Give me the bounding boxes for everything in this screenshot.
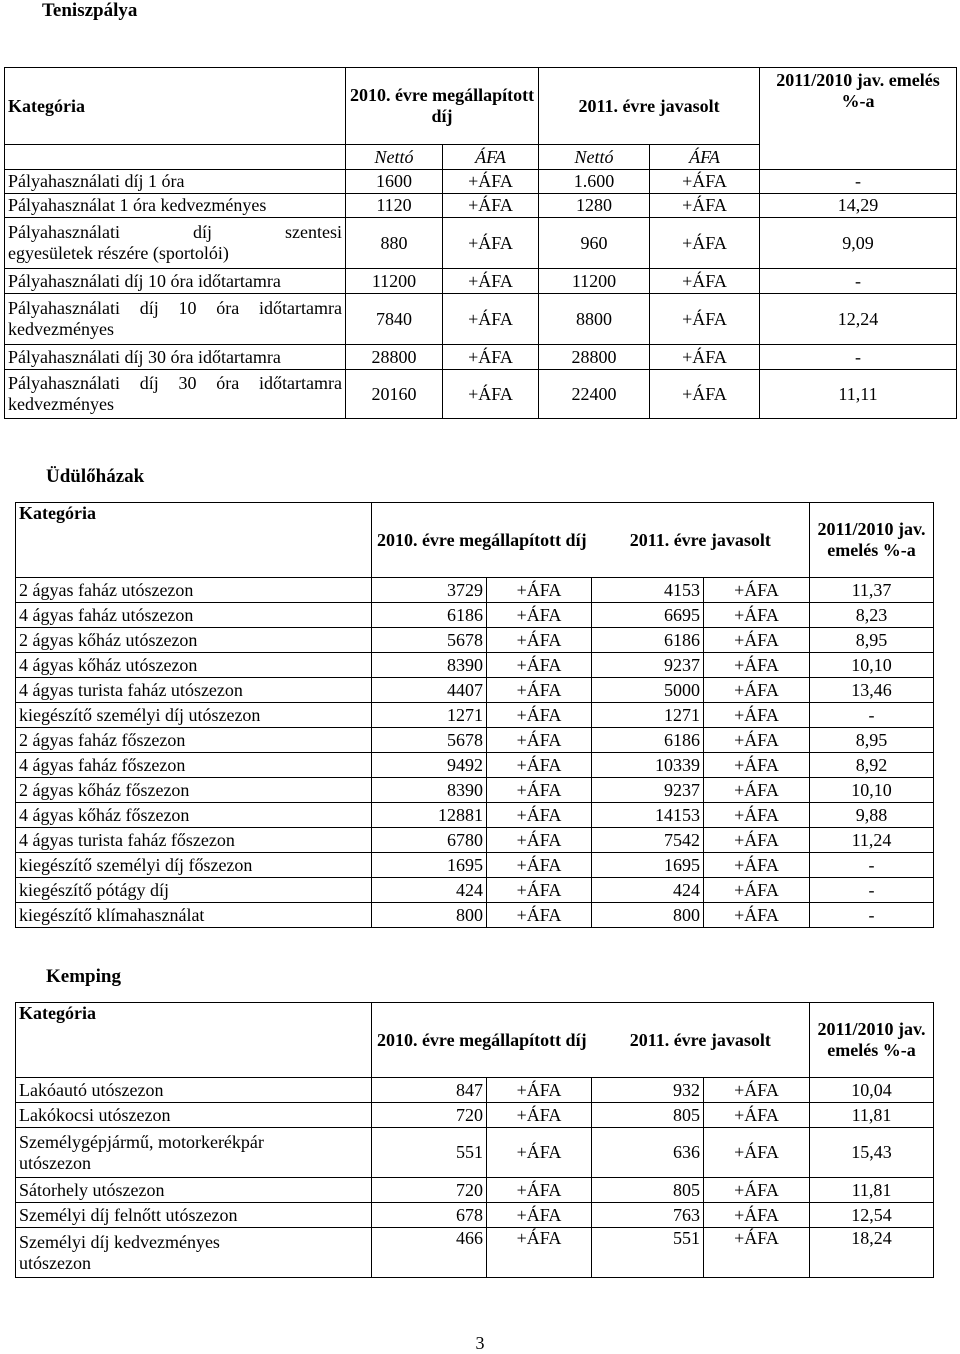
afa-2010: +ÁFA (487, 1078, 592, 1103)
afa-2010: +ÁFA (487, 1228, 592, 1278)
raise-pct: 8,92 (810, 753, 934, 778)
value-2010: 6780 (372, 828, 487, 853)
row-name: 4 ágyas kőház utószezon (16, 653, 372, 678)
value-2010: 7840 (346, 294, 443, 345)
value-2010: 1120 (346, 194, 443, 218)
row-name: 2 ágyas kőház főszezon (16, 778, 372, 803)
raise-pct: 12,24 (760, 294, 957, 345)
table-row (16, 828, 934, 853)
afa-2011: +ÁFA (650, 218, 760, 269)
table-row (16, 578, 934, 603)
value-2011: 805 (592, 1103, 704, 1128)
afa-2011: +ÁFA (650, 370, 760, 419)
afa-2011: +ÁFA (704, 878, 810, 903)
row-name: Sátorhely utószezon (16, 1178, 372, 1203)
value-2011: 551 (592, 1228, 704, 1278)
raise-pct: 10,10 (810, 653, 934, 678)
table-row (16, 1103, 934, 1128)
header-raise: 2011/2010 jav. emelés %-a (760, 68, 957, 170)
row-name: Lakókocsi utószezon (16, 1103, 372, 1128)
afa-2011: +ÁFA (704, 803, 810, 828)
value-2010: 678 (372, 1203, 487, 1228)
value-2011: 800 (592, 903, 704, 928)
value-2011: 763 (592, 1203, 704, 1228)
subheader-afa: ÁFA (650, 145, 760, 170)
afa-2010: +ÁFA (487, 628, 592, 653)
afa-2011: +ÁFA (704, 1103, 810, 1128)
afa-2011: +ÁFA (704, 1203, 810, 1228)
raise-pct: 13,46 (810, 678, 934, 703)
raise-pct: 15,43 (810, 1128, 934, 1178)
afa-2011: +ÁFA (704, 628, 810, 653)
row-name: kiegészítő pótágy díj (16, 878, 372, 903)
afa-2011: +ÁFA (704, 1128, 810, 1178)
afa-2010: +ÁFA (487, 603, 592, 628)
header-raise: 2011/2010 jav. emelés %-a (810, 503, 934, 578)
row-name: kiegészítő klímahasználat (16, 903, 372, 928)
value-2011: 9237 (592, 778, 704, 803)
raise-pct: 8,23 (810, 603, 934, 628)
value-2011: 7542 (592, 828, 704, 853)
afa-2011: +ÁFA (704, 603, 810, 628)
afa-2010: +ÁFA (487, 803, 592, 828)
afa-2010: +ÁFA (487, 578, 592, 603)
row-name: 4 ágyas turista faház utószezon (16, 678, 372, 703)
table-row (5, 294, 957, 345)
value-2010: 4407 (372, 678, 487, 703)
value-2010: 1600 (346, 170, 443, 194)
header-2011: 2011. évre javasolt (592, 503, 810, 578)
raise-pct: 10,04 (810, 1078, 934, 1103)
value-2010: 5678 (372, 628, 487, 653)
table-row (16, 878, 934, 903)
afa-2011: +ÁFA (650, 170, 760, 194)
table-row (16, 728, 934, 753)
afa-2010: +ÁFA (443, 269, 539, 294)
row-name: 4 ágyas faház utószezon (16, 603, 372, 628)
table-row (16, 803, 934, 828)
afa-2010: +ÁFA (443, 370, 539, 419)
header-2010: 2010. évre megállapított díj (372, 1003, 592, 1078)
afa-2010: +ÁFA (487, 753, 592, 778)
raise-pct: 12,54 (810, 1203, 934, 1228)
row-name: 2 ágyas faház főszezon (16, 728, 372, 753)
value-2010: 6186 (372, 603, 487, 628)
value-2011: 10339 (592, 753, 704, 778)
afa-2010: +ÁFA (443, 294, 539, 345)
value-2010: 466 (372, 1228, 487, 1278)
table-row (16, 603, 934, 628)
row-name: Pályahasználat 1 óra kedvezményes (5, 194, 346, 218)
afa-2010: +ÁFA (487, 1203, 592, 1228)
value-2011: 9237 (592, 653, 704, 678)
afa-2010: +ÁFA (487, 1128, 592, 1178)
row-name: 4 ágyas faház főszezon (16, 753, 372, 778)
row-name: Pályahasználati díj 1 óra (5, 170, 346, 194)
afa-2010: +ÁFA (443, 170, 539, 194)
camping-section-title: Kemping (46, 966, 121, 987)
page-number: 3 (475, 1333, 485, 1353)
afa-2010: +ÁFA (487, 828, 592, 853)
value-2010: 11200 (346, 269, 443, 294)
value-2010: 28800 (346, 345, 443, 370)
raise-pct: 10,10 (810, 778, 934, 803)
raise-pct: 11,37 (810, 578, 934, 603)
table-row (16, 853, 934, 878)
table-row (16, 678, 934, 703)
table-row (16, 778, 934, 803)
afa-2010: +ÁFA (487, 1103, 592, 1128)
afa-2010: +ÁFA (443, 194, 539, 218)
row-name: Pályahasználati díj szentesi egyesületek részére (sportolói) (5, 218, 346, 269)
header-2010: 2010. évre megállapított díj (346, 68, 539, 145)
value-2010: 8390 (372, 778, 487, 803)
row-name: Pályahasználati díj 10 óra időtartamra (5, 269, 346, 294)
table-row (16, 1078, 934, 1103)
table-row (16, 1178, 934, 1203)
value-2011: 932 (592, 1078, 704, 1103)
value-2010: 5678 (372, 728, 487, 753)
raise-pct: - (810, 903, 934, 928)
value-2011: 1.600 (539, 170, 650, 194)
raise-pct: - (760, 345, 957, 370)
afa-2010: +ÁFA (487, 903, 592, 928)
raise-pct: 11,81 (810, 1178, 934, 1203)
value-2010: 551 (372, 1128, 487, 1178)
row-name: Pályahasználati díj 10 óra időtartamra kedvezményes (5, 294, 346, 345)
afa-2010: +ÁFA (487, 653, 592, 678)
value-2011: 28800 (539, 345, 650, 370)
tennis-header-row (5, 68, 957, 145)
value-2011: 4153 (592, 578, 704, 603)
row-name: kiegészítő személyi díj utószezon (16, 703, 372, 728)
value-2010: 720 (372, 1103, 487, 1128)
table-row (16, 903, 934, 928)
header-raise: 2011/2010 jav. emelés %-a (810, 1003, 934, 1078)
afa-2011: +ÁFA (704, 1228, 810, 1278)
value-2010: 3729 (372, 578, 487, 603)
table-row (16, 1228, 934, 1278)
afa-2010: +ÁFA (487, 703, 592, 728)
row-name: 2 ágyas faház utószezon (16, 578, 372, 603)
afa-2010: +ÁFA (487, 1178, 592, 1203)
raise-pct: 8,95 (810, 728, 934, 753)
header-2011: 2011. évre javasolt (539, 68, 760, 145)
afa-2011: +ÁFA (704, 903, 810, 928)
afa-2011: +ÁFA (704, 778, 810, 803)
header-kategoria: Kategória (5, 68, 346, 145)
raise-pct: - (810, 703, 934, 728)
value-2011: 636 (592, 1128, 704, 1178)
row-name: Pályahasználati díj 30 óra időtartamra kedvezményes (5, 370, 346, 419)
header-2011: 2011. évre javasolt (592, 1003, 810, 1078)
afa-2011: +ÁFA (650, 194, 760, 218)
camping-price-table (15, 1002, 934, 1278)
tennis-section-title: Teniszpálya (42, 0, 138, 21)
afa-2011: +ÁFA (704, 828, 810, 853)
value-2011: 14153 (592, 803, 704, 828)
raise-pct: - (810, 878, 934, 903)
value-2010: 12881 (372, 803, 487, 828)
table-row (16, 753, 934, 778)
value-2010: 20160 (346, 370, 443, 419)
value-2011: 1695 (592, 853, 704, 878)
raise-pct: 9,88 (810, 803, 934, 828)
row-name: Lakóautó utószezon (16, 1078, 372, 1103)
row-name: 4 ágyas kőház főszezon (16, 803, 372, 828)
afa-2011: +ÁFA (650, 294, 760, 345)
afa-2011: +ÁFA (704, 853, 810, 878)
raise-pct: 11,81 (810, 1103, 934, 1128)
value-2011: 11200 (539, 269, 650, 294)
table-row (16, 1203, 934, 1228)
table-row (16, 703, 934, 728)
holiday-header-row (16, 503, 934, 578)
raise-pct: - (760, 269, 957, 294)
afa-2011: +ÁFA (704, 653, 810, 678)
subheader-netto: Nettó (346, 145, 443, 170)
afa-2010: +ÁFA (487, 678, 592, 703)
raise-pct: 9,09 (760, 218, 957, 269)
header-kategoria: Kategória (16, 503, 372, 578)
row-name: 4 ágyas turista faház főszezon (16, 828, 372, 853)
afa-2011: +ÁFA (704, 703, 810, 728)
row-name: Pályahasználati díj 30 óra időtartamra (5, 345, 346, 370)
table-row (5, 170, 957, 194)
subheader-afa: ÁFA (443, 145, 539, 170)
table-row (5, 218, 957, 269)
value-2011: 1271 (592, 703, 704, 728)
value-2010: 424 (372, 878, 487, 903)
raise-pct: 18,24 (810, 1228, 934, 1278)
row-name: Személyi díj felnőtt utószezon (16, 1203, 372, 1228)
afa-2011: +ÁFA (704, 1078, 810, 1103)
afa-2011: +ÁFA (704, 753, 810, 778)
value-2011: 5000 (592, 678, 704, 703)
value-2011: 6186 (592, 728, 704, 753)
holiday-price-table (15, 502, 934, 928)
value-2010: 720 (372, 1178, 487, 1203)
raise-pct: 11,24 (810, 828, 934, 853)
afa-2011: +ÁFA (650, 269, 760, 294)
holiday-section-title: Üdülőházak (46, 466, 145, 487)
raise-pct: - (810, 853, 934, 878)
afa-2011: +ÁFA (704, 728, 810, 753)
value-2011: 424 (592, 878, 704, 903)
raise-pct: 11,11 (760, 370, 957, 419)
value-2011: 805 (592, 1178, 704, 1203)
value-2010: 880 (346, 218, 443, 269)
value-2011: 6695 (592, 603, 704, 628)
afa-2011: +ÁFA (704, 578, 810, 603)
table-row (16, 653, 934, 678)
value-2011: 8800 (539, 294, 650, 345)
table-row (5, 269, 957, 294)
value-2010: 9492 (372, 753, 487, 778)
row-name: 2 ágyas kőház utószezon (16, 628, 372, 653)
afa-2011: +ÁFA (704, 1178, 810, 1203)
value-2011: 960 (539, 218, 650, 269)
afa-2010: +ÁFA (487, 853, 592, 878)
value-2011: 6186 (592, 628, 704, 653)
table-row (5, 370, 957, 419)
header-2010: 2010. évre megállapított díj (372, 503, 592, 578)
value-2010: 847 (372, 1078, 487, 1103)
table-row (5, 345, 957, 370)
afa-2010: +ÁFA (443, 218, 539, 269)
value-2010: 8390 (372, 653, 487, 678)
raise-pct: 8,95 (810, 628, 934, 653)
raise-pct: - (760, 170, 957, 194)
value-2011: 1280 (539, 194, 650, 218)
table-row (16, 1128, 934, 1178)
value-2011: 22400 (539, 370, 650, 419)
afa-2011: +ÁFA (704, 678, 810, 703)
afa-2011: +ÁFA (650, 345, 760, 370)
afa-2010: +ÁFA (487, 728, 592, 753)
row-name: kiegészítő személyi díj főszezon (16, 853, 372, 878)
value-2010: 1695 (372, 853, 487, 878)
value-2010: 1271 (372, 703, 487, 728)
header-kategoria: Kategória (16, 1003, 372, 1078)
afa-2010: +ÁFA (487, 878, 592, 903)
tennis-price-table (4, 67, 957, 419)
camping-header-row (16, 1003, 934, 1078)
table-row (5, 194, 957, 218)
row-name: Személygépjármű, motorkerékpár utószezon (16, 1128, 372, 1178)
table-row (16, 628, 934, 653)
row-name: Személyi díj kedvezményes utószezon (16, 1228, 372, 1278)
value-2010: 800 (372, 903, 487, 928)
subheader-netto: Nettó (539, 145, 650, 170)
afa-2010: +ÁFA (487, 778, 592, 803)
raise-pct: 14,29 (760, 194, 957, 218)
afa-2010: +ÁFA (443, 345, 539, 370)
